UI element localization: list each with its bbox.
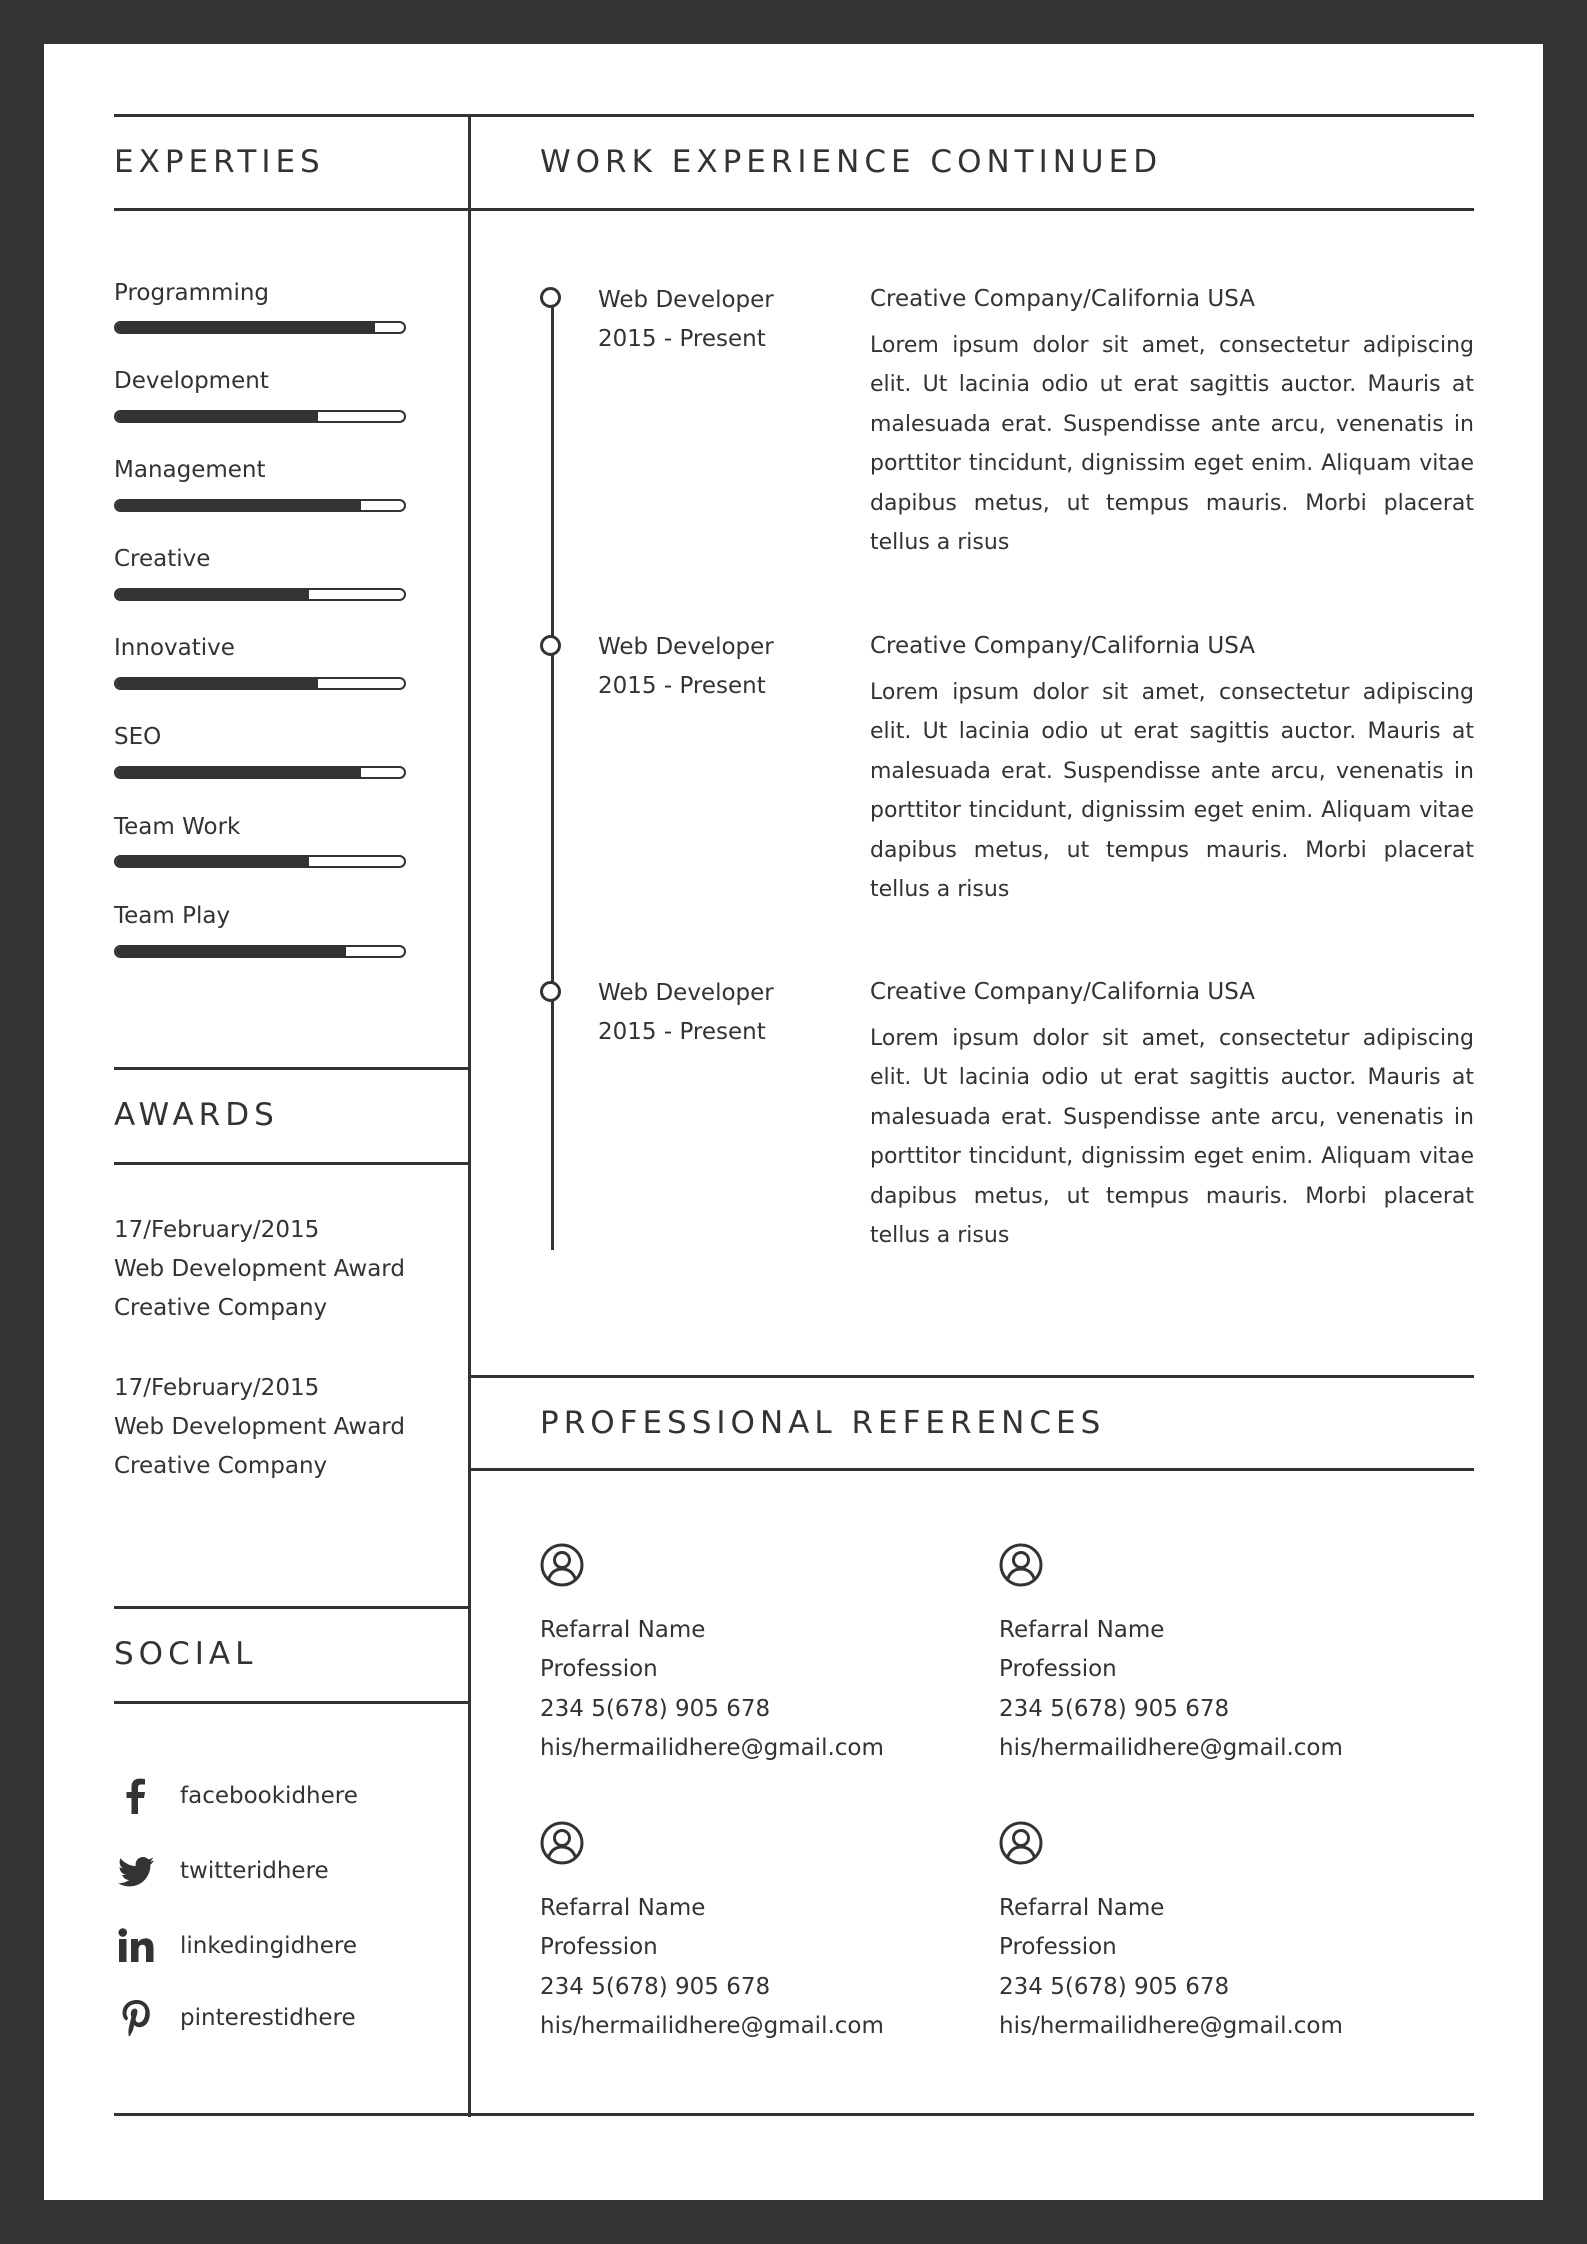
skill-label: Development xyxy=(114,368,269,394)
linkedin-icon xyxy=(114,1924,158,1968)
reference-phone: 234 5(678) 905 678 xyxy=(999,1973,1230,2000)
awards-top-rule xyxy=(114,1067,468,1070)
skill-bar-fill xyxy=(116,590,309,599)
timeline-dot xyxy=(540,287,561,308)
reference-phone: 234 5(678) 905 678 xyxy=(540,1973,771,2000)
skill-bar-fill xyxy=(116,768,361,777)
bottom-rule xyxy=(114,2113,1474,2116)
references-underline xyxy=(468,1468,1474,1471)
twitter-icon xyxy=(114,1849,158,1893)
reference-card xyxy=(540,1821,980,2046)
reference-profession: Profession xyxy=(540,1934,658,1961)
social-handle: facebookidhere xyxy=(180,1783,358,1809)
job-description: Lorem ipsum dolor sit amet, consectetur adipiscing elit. Ut lacinia odio ut erat sagittis auctor. Mauris at malesuada erat. Suspendisse ante arcu, venenatis in porttitor tincidunt, dignissim eget enim. Aliquam vitae dapibus metus, ut tempus mauris. Morbi placerat tellus a risus xyxy=(870,1026,1474,1249)
skill-bar xyxy=(114,588,406,601)
experties-underline xyxy=(114,208,468,211)
award-date: 17/February/2015 xyxy=(114,1217,320,1243)
skill-label: Team Work xyxy=(114,814,241,840)
skill-bar xyxy=(114,945,406,958)
social-twitter[interactable] xyxy=(114,1849,329,1893)
reference-name: Refarral Name xyxy=(999,1617,1165,1643)
job-meta xyxy=(598,628,774,706)
timeline-line xyxy=(551,300,554,1250)
reference-card xyxy=(999,1821,1439,2046)
user-avatar-icon xyxy=(540,1543,584,1587)
reference-email: his/hermailidhere@gmail.com xyxy=(540,1734,884,1761)
references-top-rule xyxy=(468,1375,1474,1378)
award-item xyxy=(114,1211,405,1328)
job-period: 2015 - Present xyxy=(598,326,766,352)
skill-bar-fill xyxy=(116,501,361,510)
top-rule xyxy=(114,114,1474,117)
facebook-icon xyxy=(114,1774,158,1818)
award-title: Web Development Award xyxy=(114,1414,405,1440)
social-handle: twitteridhere xyxy=(180,1858,329,1884)
social-linkedin[interactable] xyxy=(114,1924,357,1968)
work-underline xyxy=(468,208,1474,211)
reference-card xyxy=(999,1543,1439,1768)
job-title: Web Developer xyxy=(598,980,774,1006)
skill-bar-fill xyxy=(116,857,309,866)
social-top-rule xyxy=(114,1606,468,1609)
job-description: Lorem ipsum dolor sit amet, consectetur adipiscing elit. Ut lacinia odio ut erat sagittis auctor. Mauris at malesuada erat. Suspendisse ante arcu, venenatis in porttitor tincidunt, dignissim eget enim. Aliquam vitae dapibus metus, ut tempus mauris. Morbi placerat tellus a risus xyxy=(870,333,1474,556)
job-company: Creative Company/California USA xyxy=(870,979,1256,1005)
awards-heading: AWARDS xyxy=(114,1097,279,1133)
skill-label: Innovative xyxy=(114,635,235,661)
skill-bar-fill xyxy=(116,412,318,421)
skill-bar xyxy=(114,677,406,690)
skill-label: Management xyxy=(114,457,266,483)
social-handle: pinterestidhere xyxy=(180,2005,356,2031)
job-meta xyxy=(598,281,774,359)
reference-profession: Profession xyxy=(999,1656,1117,1683)
skill-label: SEO xyxy=(114,724,162,750)
social-heading: SOCIAL xyxy=(114,1636,258,1672)
reference-phone: 234 5(678) 905 678 xyxy=(999,1695,1230,1722)
reference-email: his/hermailidhere@gmail.com xyxy=(540,2012,884,2039)
skill-bar xyxy=(114,766,406,779)
timeline-dot xyxy=(540,635,561,656)
job-title: Web Developer xyxy=(598,287,774,313)
job-company: Creative Company/California USA xyxy=(870,633,1256,659)
skill-bar xyxy=(114,410,406,423)
skill-label: Programming xyxy=(114,280,270,306)
award-title: Web Development Award xyxy=(114,1256,405,1282)
skill-label: Team Play xyxy=(114,903,231,929)
skill-bar-fill xyxy=(116,679,318,688)
social-facebook[interactable] xyxy=(114,1774,358,1818)
reference-name: Refarral Name xyxy=(999,1895,1165,1921)
reference-name: Refarral Name xyxy=(540,1617,706,1643)
user-avatar-icon xyxy=(999,1543,1043,1587)
job-meta xyxy=(598,974,774,1052)
references-heading: PROFESSIONAL REFERENCES xyxy=(540,1405,1106,1441)
work-heading: WORK EXPERIENCE CONTINUED xyxy=(540,144,1163,180)
award-org: Creative Company xyxy=(114,1453,328,1479)
job-description: Lorem ipsum dolor sit amet, consectetur adipiscing elit. Ut lacinia odio ut erat sagittis auctor. Mauris at malesuada erat. Suspendisse ante arcu, venenatis in porttitor tincidunt, dignissim eget enim. Aliquam vitae dapibus metus, ut tempus mauris. Morbi placerat tellus a risus xyxy=(870,680,1474,903)
awards-underline xyxy=(114,1162,468,1165)
reference-card xyxy=(540,1543,980,1768)
reference-phone: 234 5(678) 905 678 xyxy=(540,1695,771,1722)
job-company: Creative Company/California USA xyxy=(870,286,1256,312)
pinterest-icon xyxy=(114,1996,158,2040)
reference-email: his/hermailidhere@gmail.com xyxy=(999,1734,1343,1761)
job-period: 2015 - Present xyxy=(598,1019,766,1045)
resume-page xyxy=(44,44,1543,2200)
reference-name: Refarral Name xyxy=(540,1895,706,1921)
user-avatar-icon xyxy=(999,1821,1043,1865)
experties-heading: EXPERTIES xyxy=(114,144,325,180)
timeline-dot xyxy=(540,981,561,1002)
column-divider xyxy=(468,114,471,2117)
award-date: 17/February/2015 xyxy=(114,1375,320,1401)
reference-profession: Profession xyxy=(999,1934,1117,1961)
reference-email: his/hermailidhere@gmail.com xyxy=(999,2012,1343,2039)
social-handle: linkedingidhere xyxy=(180,1933,357,1959)
job-period: 2015 - Present xyxy=(598,673,766,699)
social-pinterest[interactable] xyxy=(114,1996,356,2040)
user-avatar-icon xyxy=(540,1821,584,1865)
award-item xyxy=(114,1369,405,1486)
skill-bar xyxy=(114,321,406,334)
skill-bar xyxy=(114,855,406,868)
skill-label: Creative xyxy=(114,546,211,572)
award-org: Creative Company xyxy=(114,1295,328,1321)
reference-profession: Profession xyxy=(540,1656,658,1683)
social-underline xyxy=(114,1701,468,1704)
skill-bar-fill xyxy=(116,947,346,956)
skill-bar xyxy=(114,499,406,512)
job-title: Web Developer xyxy=(598,634,774,660)
skill-bar-fill xyxy=(116,323,375,332)
